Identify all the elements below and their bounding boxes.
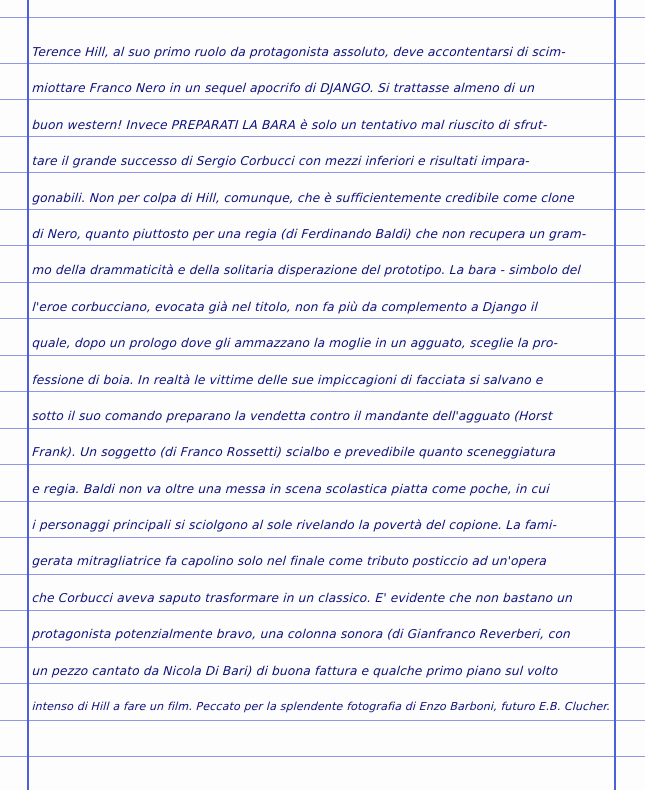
text-line: protagonista potenzialmente bravo, una colonna sonora (di Gianfranco Reverberi, con xyxy=(31,627,572,642)
text-line: che Corbucci aveva saputo trasformare in un classico. E' evidente che non bastano un xyxy=(31,590,574,605)
text-line: e regia. Baldi non va oltre una messa in scena scolastica piatta come poche, in cui xyxy=(31,481,551,496)
text-line: gonabili. Non per colpa di Hill, comunque, che è sufficientemente credibile come clone xyxy=(31,190,576,205)
text-line: Terence Hill, al suo primo ruolo da protagonista assoluto, deve accontentarsi di scim- xyxy=(31,45,567,59)
text-line: tare il grande successo di Sergio Corbucci con mezzi inferiori e risultati impara- xyxy=(31,154,531,169)
text-line: i personaggi principali si sciolgono al sole rivelando la povertà del copione. La fami- xyxy=(31,518,558,533)
text-line: un pezzo cantato da Nicola Di Bari) di buona fattura e qualche primo piano sul volto xyxy=(31,663,559,678)
text-line: mo della drammaticità e della solitaria disperazione del prototipo. La bara - simbolo del xyxy=(31,263,582,278)
text-line: fessione di boia. In realtà le vittime delle sue impiccagioni di facciata si salvano e xyxy=(31,372,544,387)
handwritten-text xyxy=(31,34,616,725)
ruled-line xyxy=(0,756,645,757)
text-line: gerata mitragliatrice fa capolino solo nel finale come tributo posticcio ad un'opera xyxy=(31,554,548,569)
text-line: sotto il suo comando preparano la vendetta contro il mandante dell'agguato (Horst xyxy=(31,408,554,423)
text-line: quale, dopo un prologo dove gli ammazzano la moglie in un agguato, sceglie la pro- xyxy=(31,336,559,351)
text-line: intenso di Hill a fare un film. Peccato per la splendente fotografia di Enzo Barboni, futuro E.B. Clucher. xyxy=(31,700,612,714)
left-margin-line xyxy=(27,0,29,790)
text-line: miottare Franco Nero in un sequel apocrifo di DJANGO. Si trattasse almeno di un xyxy=(31,81,536,96)
text-line: l'eroe corbucciano, evocata già nel titolo, non fa più da complemento a Django il xyxy=(31,299,539,314)
ruled-line xyxy=(0,17,645,18)
text-line: di Nero, quanto piuttosto per una regia (di Ferdinando Baldi) che non recupera un gram- xyxy=(31,226,587,241)
text-line: Frank). Un soggetto (di Franco Rossetti) scialbo e prevedibile quanto sceneggiatura xyxy=(31,445,557,460)
text-line: buon western! Invece PREPARATI LA BARA è solo un tentativo mal riuscito di sfrut- xyxy=(31,117,548,132)
